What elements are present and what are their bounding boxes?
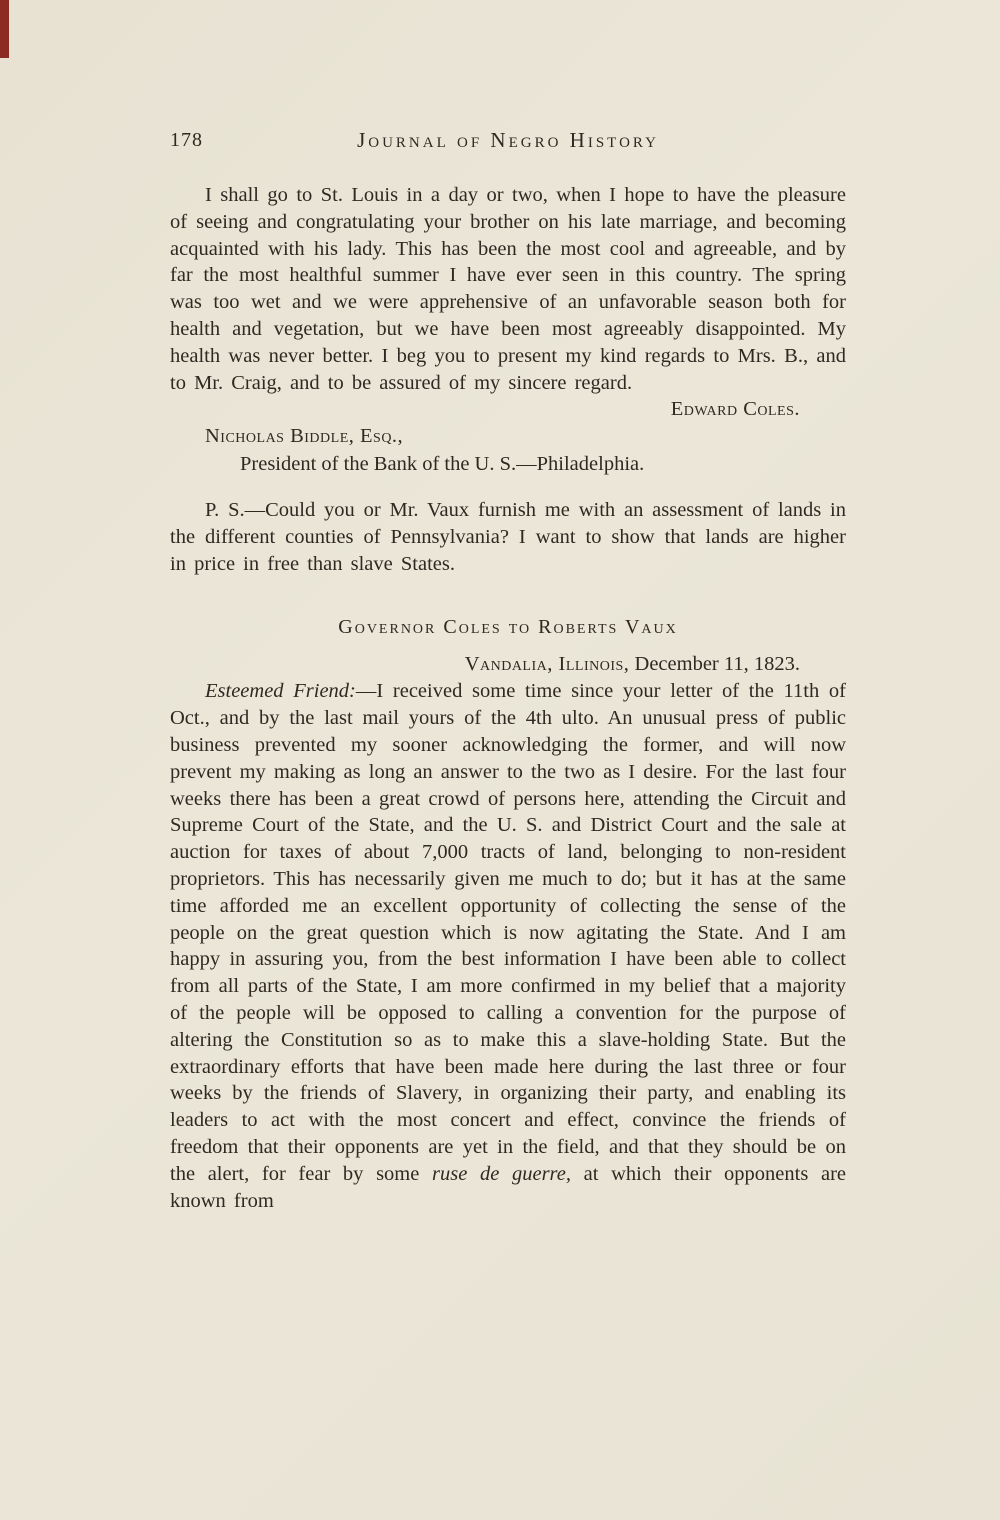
red-corner-mark [0,0,9,58]
text-block [170,128,846,1214]
dateline-place: Vandalia, Illinois, [464,652,630,675]
letter1-addressee-title: President of the Bank of the U. S.—Philadelphia. [240,452,645,475]
running-title: Journal of Negro History [357,128,659,152]
letter2-heading: Governor Coles to Roberts Vaux [338,615,678,638]
letter2-italic-phrase: ruse de guerre, [432,1162,571,1185]
letter2-body-main: —I received some time since your letter of the 11th of Oct., and by the last mail yours of the 4th ulto. An unusual press of public business prevented my sooner acknowledging the former, and will now prevent my making as long an answer to the two as I desire. For the last four weeks there has been a great crowd of persons here, attending the Circuit and Supreme Court of the State, and the U. S. and District Court and the sale at auction for taxes of about 7,000 tracts of land, belonging to non-resident proprietors. This has necessarily given me much to do; but it has at the same time afforded me an excellent opportunity of collecting the sense of the people on the great question which is now agitating the State. And I am happy in assuring you, from the best information I have been able to collect from all parts of the State, I am more confirmed in my belief that a majority of the people will be opposed to calling a convention for the purpose of altering the Constitution so as to make this a slave-holding State. But the extraordinary efforts that have been made here during the last three or four weeks by the friends of Slavery, in organizing their party, and enabling its leaders to act with the most concert and effect, convince the friends of freedom that their opponents are yet in the field, and that they should be on the alert, for fear by some [170,680,846,1185]
letter2-body-end: at which their opponents are known from [170,1162,847,1212]
letter1-addressee-name: Nicholas Biddle, Esq., [205,425,404,448]
letter1-body-paragraph: I shall go to St. Louis in a day or two, when I hope to have the pleasure of seeing and congratulating your brother on his late marriage, and becoming acquainted with his lady. This has been the most cool and agreeable, and by far the most healthful summer I have ever seen in this country. The spring was too wet and we were apprehensive of an unfavorable season both for health and vegetation, but we have been most agreeably disappointed. My health was never better. I beg you to present my kind regards to Mrs. B., and to Mr. Craig, and to be assured of my sincere regard. [170,184,846,394]
page-number: 178 [170,129,203,151]
letter2-body-paragraph [170,678,846,1214]
letter2-dateline [170,651,846,678]
letter1-signature: Edward Coles. [670,398,800,421]
page-header [170,128,846,154]
letter2-salutation: Esteemed Friend: [205,680,356,703]
dateline-date: December 11, 1823. [629,652,800,675]
letter1-postscript: P. S.—Could you or Mr. Vaux furnish me with an assessment of lands in the different counties of Pennsylvania? I want to show that lands are higher in price in free than slave States. [170,499,846,575]
